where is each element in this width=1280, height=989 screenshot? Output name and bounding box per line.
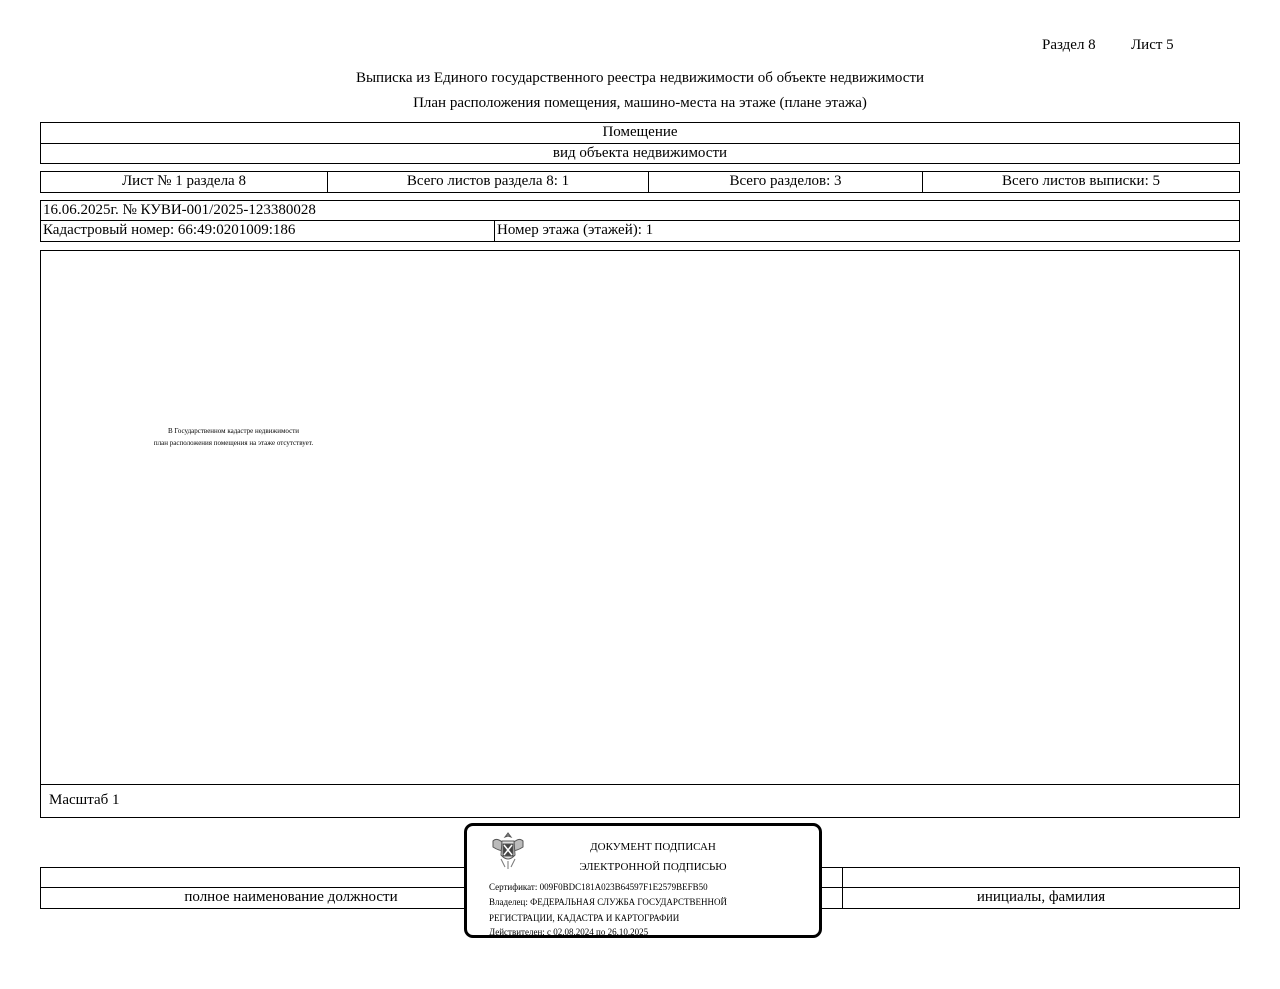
object-name: Помещение — [602, 124, 678, 140]
scale-row — [40, 784, 1240, 818]
cadastral-row — [40, 220, 1240, 242]
object-name-row — [40, 122, 1240, 144]
sheet-label: Лист 5 — [1131, 37, 1174, 53]
plan-area — [40, 250, 1240, 785]
date-number-row — [40, 200, 1240, 221]
total-sheets-section: Всего листов раздела 8: 1 — [328, 172, 649, 192]
plan-note-line1: В Государственном кадастре недвижимости — [168, 427, 299, 435]
plan-note — [121, 425, 346, 449]
section-label: Раздел 8 — [1042, 37, 1096, 53]
e-signature-stamp — [464, 823, 822, 938]
stamp-owner-line2: РЕГИСТРАЦИИ, КАДАСТРА И КАРТОГРАФИИ — [489, 913, 680, 923]
position-label: полное наименование должности — [184, 889, 398, 905]
sheet-of-section: Лист № 1 раздела 8 — [41, 172, 328, 192]
stamp-title-line1: ДОКУМЕНТ ПОДПИСАН — [590, 841, 716, 853]
date-number: 16.06.2025г. № КУВИ-001/2025-123380028 — [43, 202, 316, 218]
stamp-certificate: Сертификат: 009F0BDC181A023B64597F1E2579BEFB50 — [489, 882, 708, 892]
object-kind-row — [40, 143, 1240, 164]
total-sheets-extract: Всего листов выписки: 5 — [1002, 173, 1160, 189]
document-title: Выписка из Единого государственного реестра недвижимости об объекте недвижимости — [355, 70, 925, 86]
stamp-validity: Действителен: с 02.08.2024 по 26.10.2025 — [489, 927, 649, 937]
scale-label: Масштаб 1 — [49, 792, 120, 808]
stamp-title-line2: ЭЛЕКТРОННОЙ ПОДПИСЬЮ — [579, 861, 727, 873]
plan-note-line2: план расположения помещения на этаже отсутствует. — [153, 439, 314, 447]
sheets-row — [40, 171, 1240, 193]
document-subtitle: План расположения помещения, машино-места на этаже (плане этажа) — [413, 95, 867, 111]
object-kind-label: вид объекта недвижимости — [552, 145, 728, 161]
total-sections: Всего разделов: 3 — [649, 172, 923, 192]
cadastral-number: Кадастровый номер: 66:49:0201009:186 — [41, 221, 495, 241]
initials-label: инициалы, фамилия — [976, 889, 1106, 905]
floor-number: Номер этажа (этажей): 1 — [497, 222, 654, 238]
stamp-owner-line1: Владелец: ФЕДЕРАЛЬНАЯ СЛУЖБА ГОСУДАРСТВЕННОЙ — [489, 897, 728, 907]
